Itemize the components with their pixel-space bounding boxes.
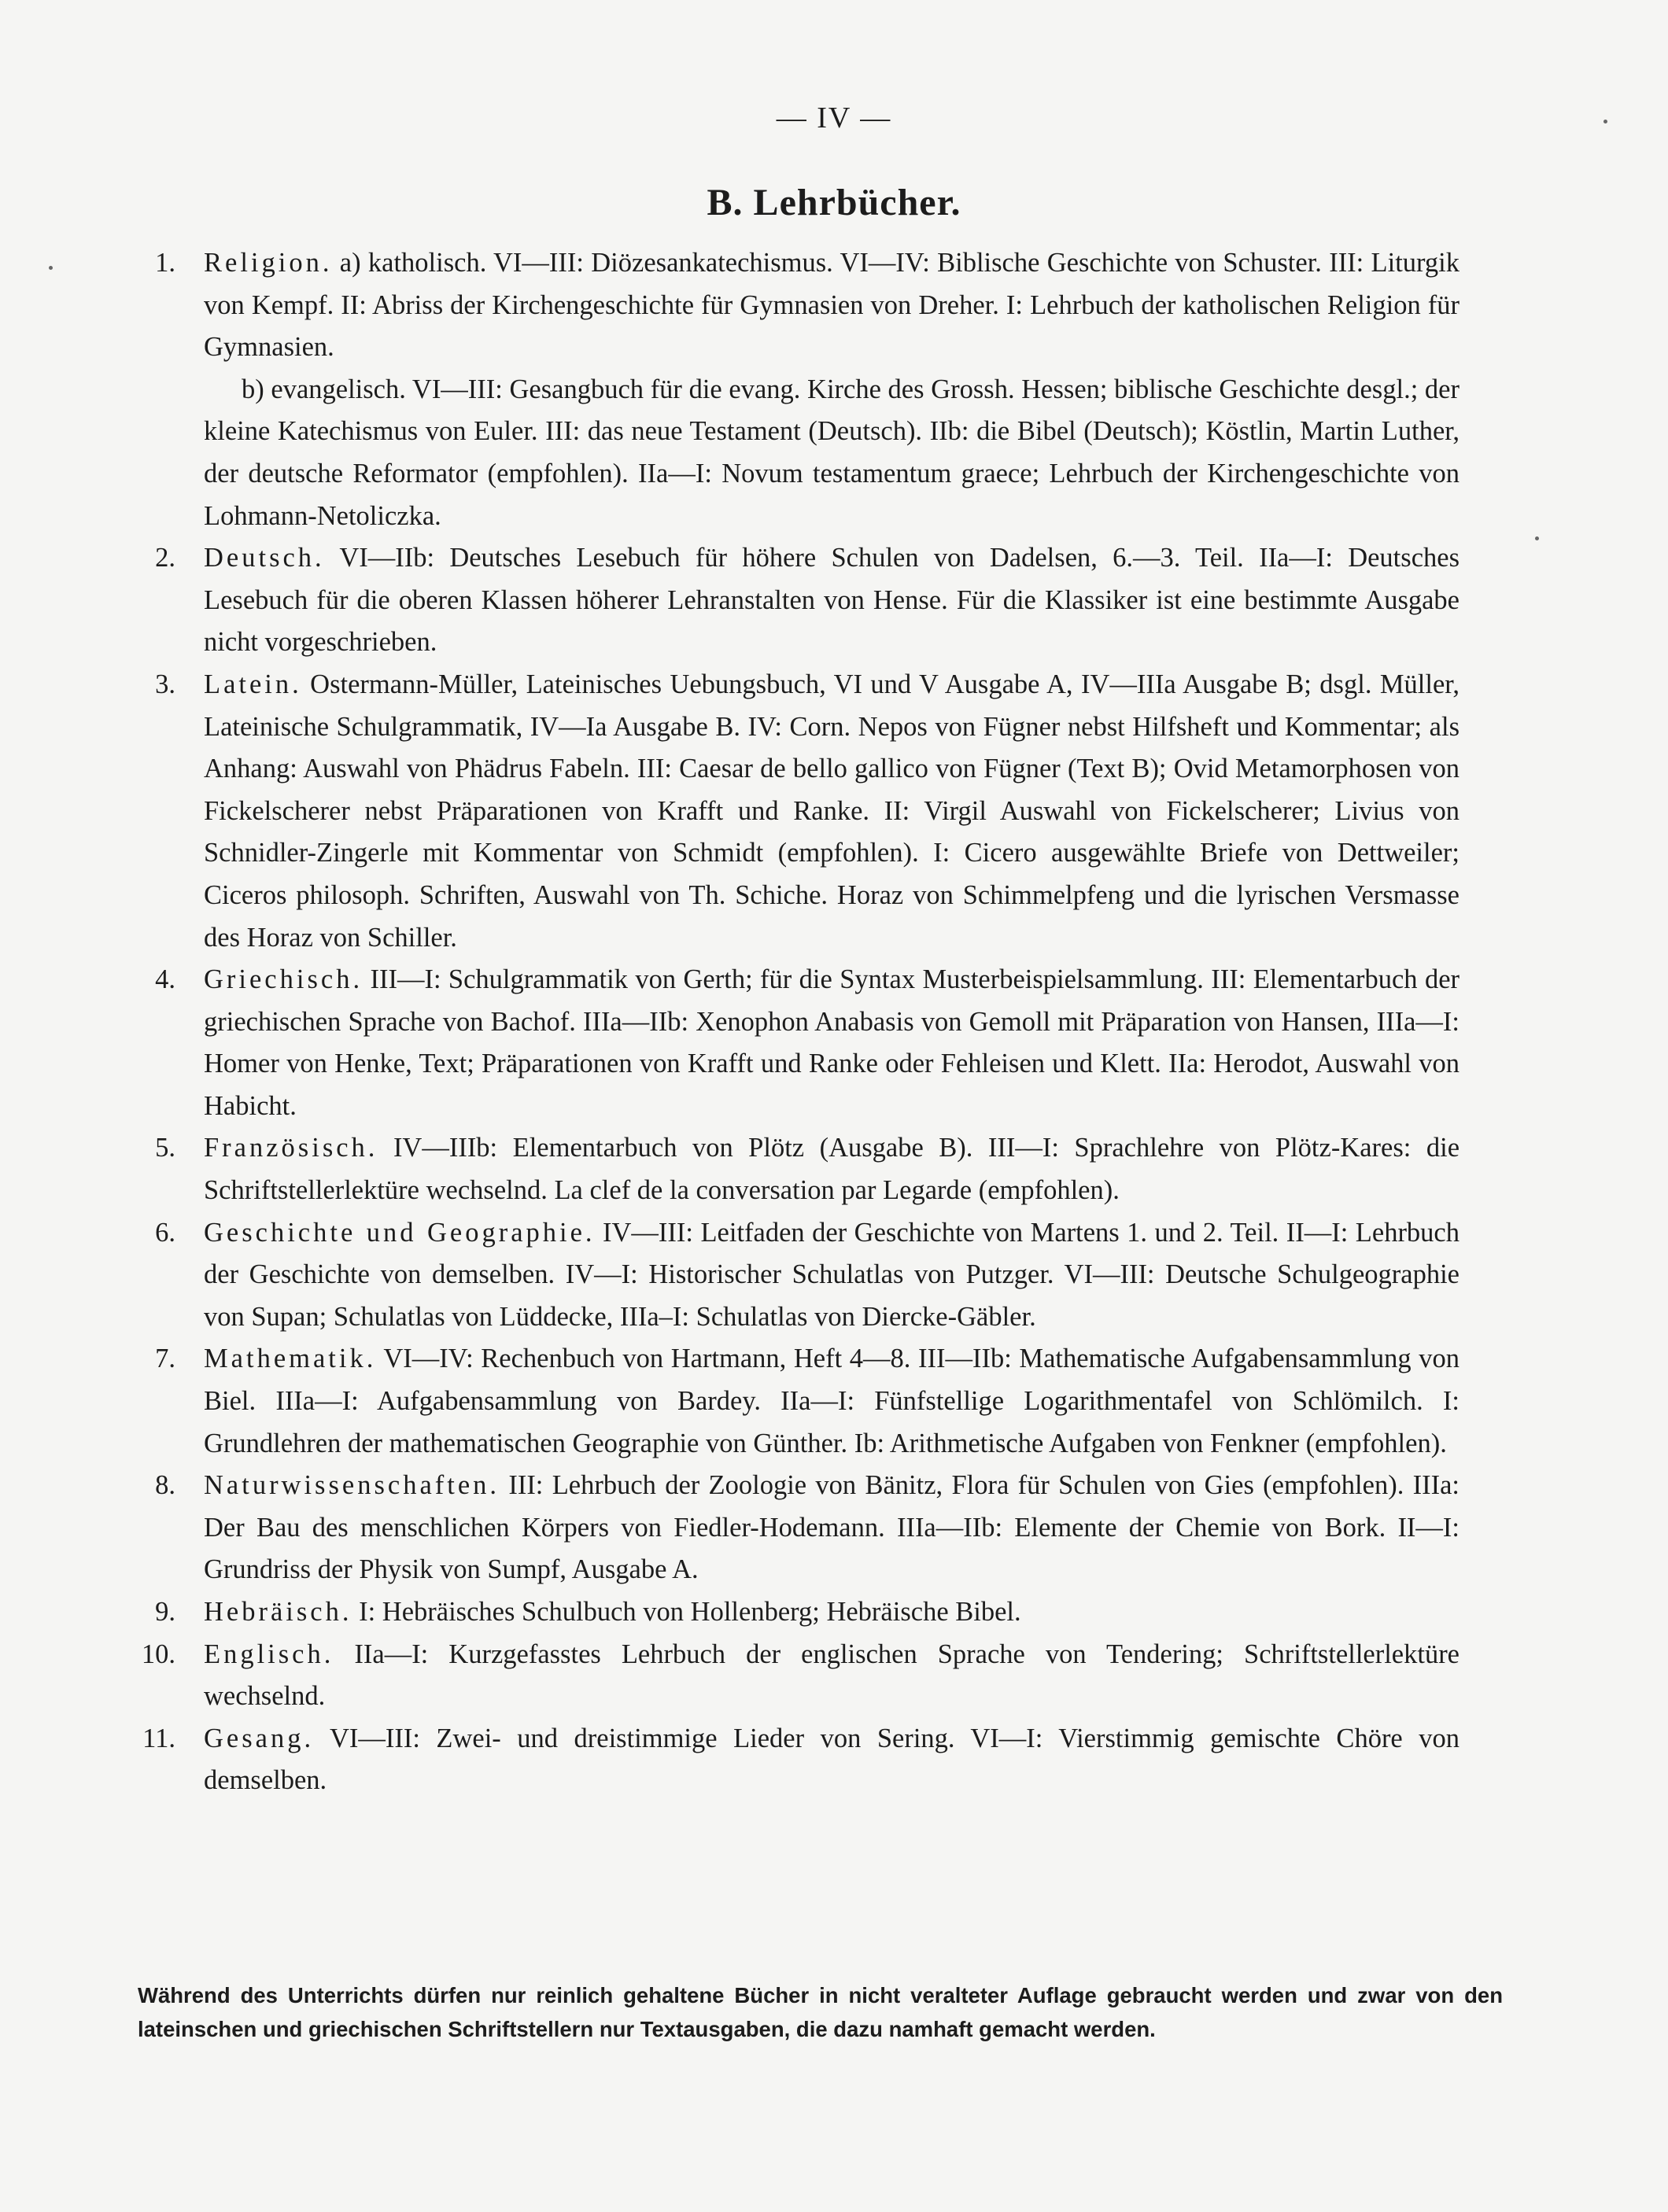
item-paragraph	[204, 1465, 1460, 1591]
paragraph-text: Ostermann-Müller, Lateinisches Uebungsbuch, VI und V Ausgabe A, IV—IIIa Ausgabe B; dsgl. Müller, Lateinische Schulgrammatik, IV—Ia Ausgabe B. IV: Corn. Nepos von Fügner nebst Hilfsheft und Kommentar; als Anhang: Auswahl von Phädrus Fabeln. III: Caesar de bello gallico von Fügner (Text B); Ovid Metamorphosen von Fickelscherer nebst Präparationen von Krafft und Ranke. II: Virgil Auswahl von Fickelscherer; Livius von Schnidler-Zingerle mit Kommentar von Schmidt (empfohlen). I: Cicero ausgewählte Briefe von Dettweiler; Ciceros philosoph. Schriften, Auswahl von Th. Schiche. Horaz von Schimmelpfeng und die lyrischen Versmasse des Horaz von Schiller.	[204, 669, 1460, 953]
list-item	[138, 664, 1460, 959]
item-number: 8.	[155, 1470, 175, 1501]
list-item	[138, 1634, 1460, 1718]
item-paragraph	[204, 242, 1460, 369]
item-number: 9.	[155, 1597, 175, 1627]
paragraph-text: IIa—I: Kurzgefasstes Lehrbuch der englischen Sprache von Tendering; Schriftstellerlektüre wechselnd.	[204, 1639, 1460, 1712]
list-item	[138, 1127, 1460, 1211]
item-paragraph	[204, 664, 1460, 959]
paragraph-text: III—I: Schulgrammatik von Gerth; für die Syntax Musterbeispielsammlung. III: Elementarbuch der griechischen Sprache von Bachof. IIIa—IIb: Xenophon Anabasis von Gemoll mit Präparation von Hansen, IIIa—I: Homer von Henke, Text; Präparationen von Krafft und Ranke oder Fehleisen und Klett. IIa: Herodot, Auswahl von Habicht.	[204, 964, 1460, 1121]
item-number: 4.	[155, 964, 175, 995]
paragraph-text: IV—IIIb: Elementarbuch von Plötz (Ausgabe B). III—I: Sprachlehre von Plötz-Kares: die Schriftstellerlektüre wechselnd. La clef de la conversation par Legarde (empfohlen).	[204, 1133, 1460, 1206]
item-paragraph	[204, 1591, 1460, 1634]
item-number: 5.	[155, 1133, 175, 1163]
item-paragraph	[204, 1718, 1460, 1802]
item-number: 10.	[141, 1639, 175, 1669]
paragraph-text: IV—III: Leitfaden der Geschichte von Martens 1. und 2. Teil. II—I: Lehrbuch der Geschichte von demselben. IV—I: Historischer Schulatlas von Putzger. VI—III: Deutsche Schulgeographie von Supan; Schulatlas von Lüddecke, IIIa–I: Schulatlas von Diercke-Gäbler.	[204, 1217, 1460, 1332]
textbook-list	[138, 242, 1460, 1802]
subject-name: Religion.	[204, 248, 333, 278]
page-number: — IV —	[776, 101, 892, 135]
item-paragraph	[204, 1127, 1460, 1211]
subject-name: Griechisch.	[204, 964, 363, 995]
item-number: 7.	[155, 1344, 175, 1374]
item-paragraph	[204, 1634, 1460, 1718]
item-paragraph	[204, 1212, 1460, 1339]
subject-name: Englisch.	[204, 1639, 334, 1669]
subject-name: Gesang.	[204, 1723, 315, 1753]
list-item	[138, 959, 1460, 1127]
list-item	[138, 537, 1460, 664]
list-item	[138, 242, 1460, 537]
subject-name: Geschichte und Geographie.	[204, 1217, 596, 1248]
paragraph-text: VI—IIb: Deutsches Lesebuch für höhere Schulen von Dadelsen, 6.—3. Teil. IIa—I: Deutsches Lesebuch für die oberen Klassen höherer Lehranstalten von Hense. Für die Klassiker ist eine bestimmte Ausgabe nicht vorgeschrieben.	[204, 543, 1460, 658]
list-item	[138, 1718, 1460, 1802]
list-item	[138, 1212, 1460, 1339]
item-number: 2.	[155, 543, 175, 573]
list-item	[138, 1465, 1460, 1591]
paragraph-text: III: Lehrbuch der Zoologie von Bänitz, Flora für Schulen von Gies (empfohlen). IIIa: Der Bau des menschlichen Körpers von Fiedler-Hodemann. IIIa—IIb: Elemente der Chemie von Bork. II—I: Grundriss der Physik von Sumpf, Ausgabe A.	[204, 1470, 1460, 1585]
paragraph-text: VI—III: Zwei- und dreistimmige Lieder von Sering. VI—I: Vierstimmig gemischte Chöre von demselben.	[204, 1723, 1460, 1796]
paragraph-text: I: Hebräisches Schulbuch von Hollenberg; Hebräische Bibel.	[359, 1597, 1021, 1627]
item-paragraph	[204, 1338, 1460, 1465]
list-item	[138, 1338, 1460, 1465]
paragraph-text: a) katholisch. VI—III: Diözesankatechismus. VI—IV: Biblische Geschichte von Schuster. III: Liturgik von Kempf. II: Abriss der Kirchengeschichte für Gymnasien von Dreher. I: Lehrbuch der katholischen Religion für Gymnasien.	[204, 248, 1460, 363]
item-paragraph	[204, 959, 1460, 1127]
subject-name: Französisch.	[204, 1133, 378, 1163]
item-number: 3.	[155, 669, 175, 699]
item-number: 1.	[155, 248, 175, 278]
list-item	[138, 1591, 1460, 1634]
section-heading: B. Lehrbücher.	[707, 182, 961, 223]
item-paragraph	[204, 537, 1460, 664]
speck	[1535, 536, 1539, 540]
item-number: 6.	[155, 1217, 175, 1248]
item-number: 11.	[142, 1723, 175, 1753]
subject-name: Hebräisch.	[204, 1597, 352, 1627]
paragraph-text: b) evangelisch. VI—III: Gesangbuch für die evang. Kirche des Grossh. Hessen; biblische Geschichte desgl.; der kleine Katechismus von Euler. III: das neue Testament (Deutsch). IIb: die Bibel (Deutsch); Köstlin, Martin Luther, der deutsche Reformator (empfohlen). IIa—I: Novum testamentum graece; Lehrbuch der Kirchengeschichte von Lohmann-Netoliczka.	[204, 374, 1460, 531]
subject-name: Naturwissenschaften.	[204, 1470, 500, 1501]
speck	[49, 266, 53, 270]
item-paragraph	[204, 369, 1460, 537]
subject-name: Deutsch.	[204, 543, 325, 573]
subject-name: Mathematik.	[204, 1344, 377, 1374]
paragraph-text: VI—IV: Rechenbuch von Hartmann, Heft 4—8. III—IIb: Mathematische Aufgabensammlung von Biel. IIIa—I: Aufgabensammlung von Bardey. IIa—I: Fünfstellige Logarithmentafel von Schlömilch. I: Grundlehren der mathematischen Geographie von Günther. Ib: Arithmetische Aufgaben von Fenkner (empfohlen).	[204, 1344, 1460, 1458]
subject-name: Latein.	[204, 669, 302, 699]
footer-note: Während des Unterrichts dürfen nur reinlich gehaltene Bücher in nicht veralteter Auflage gebraucht werden und zwar von den lateinschen und griechischen Schriftstellern nur Textausgaben, die dazu namhaft gemacht werden.	[138, 1983, 1503, 2041]
